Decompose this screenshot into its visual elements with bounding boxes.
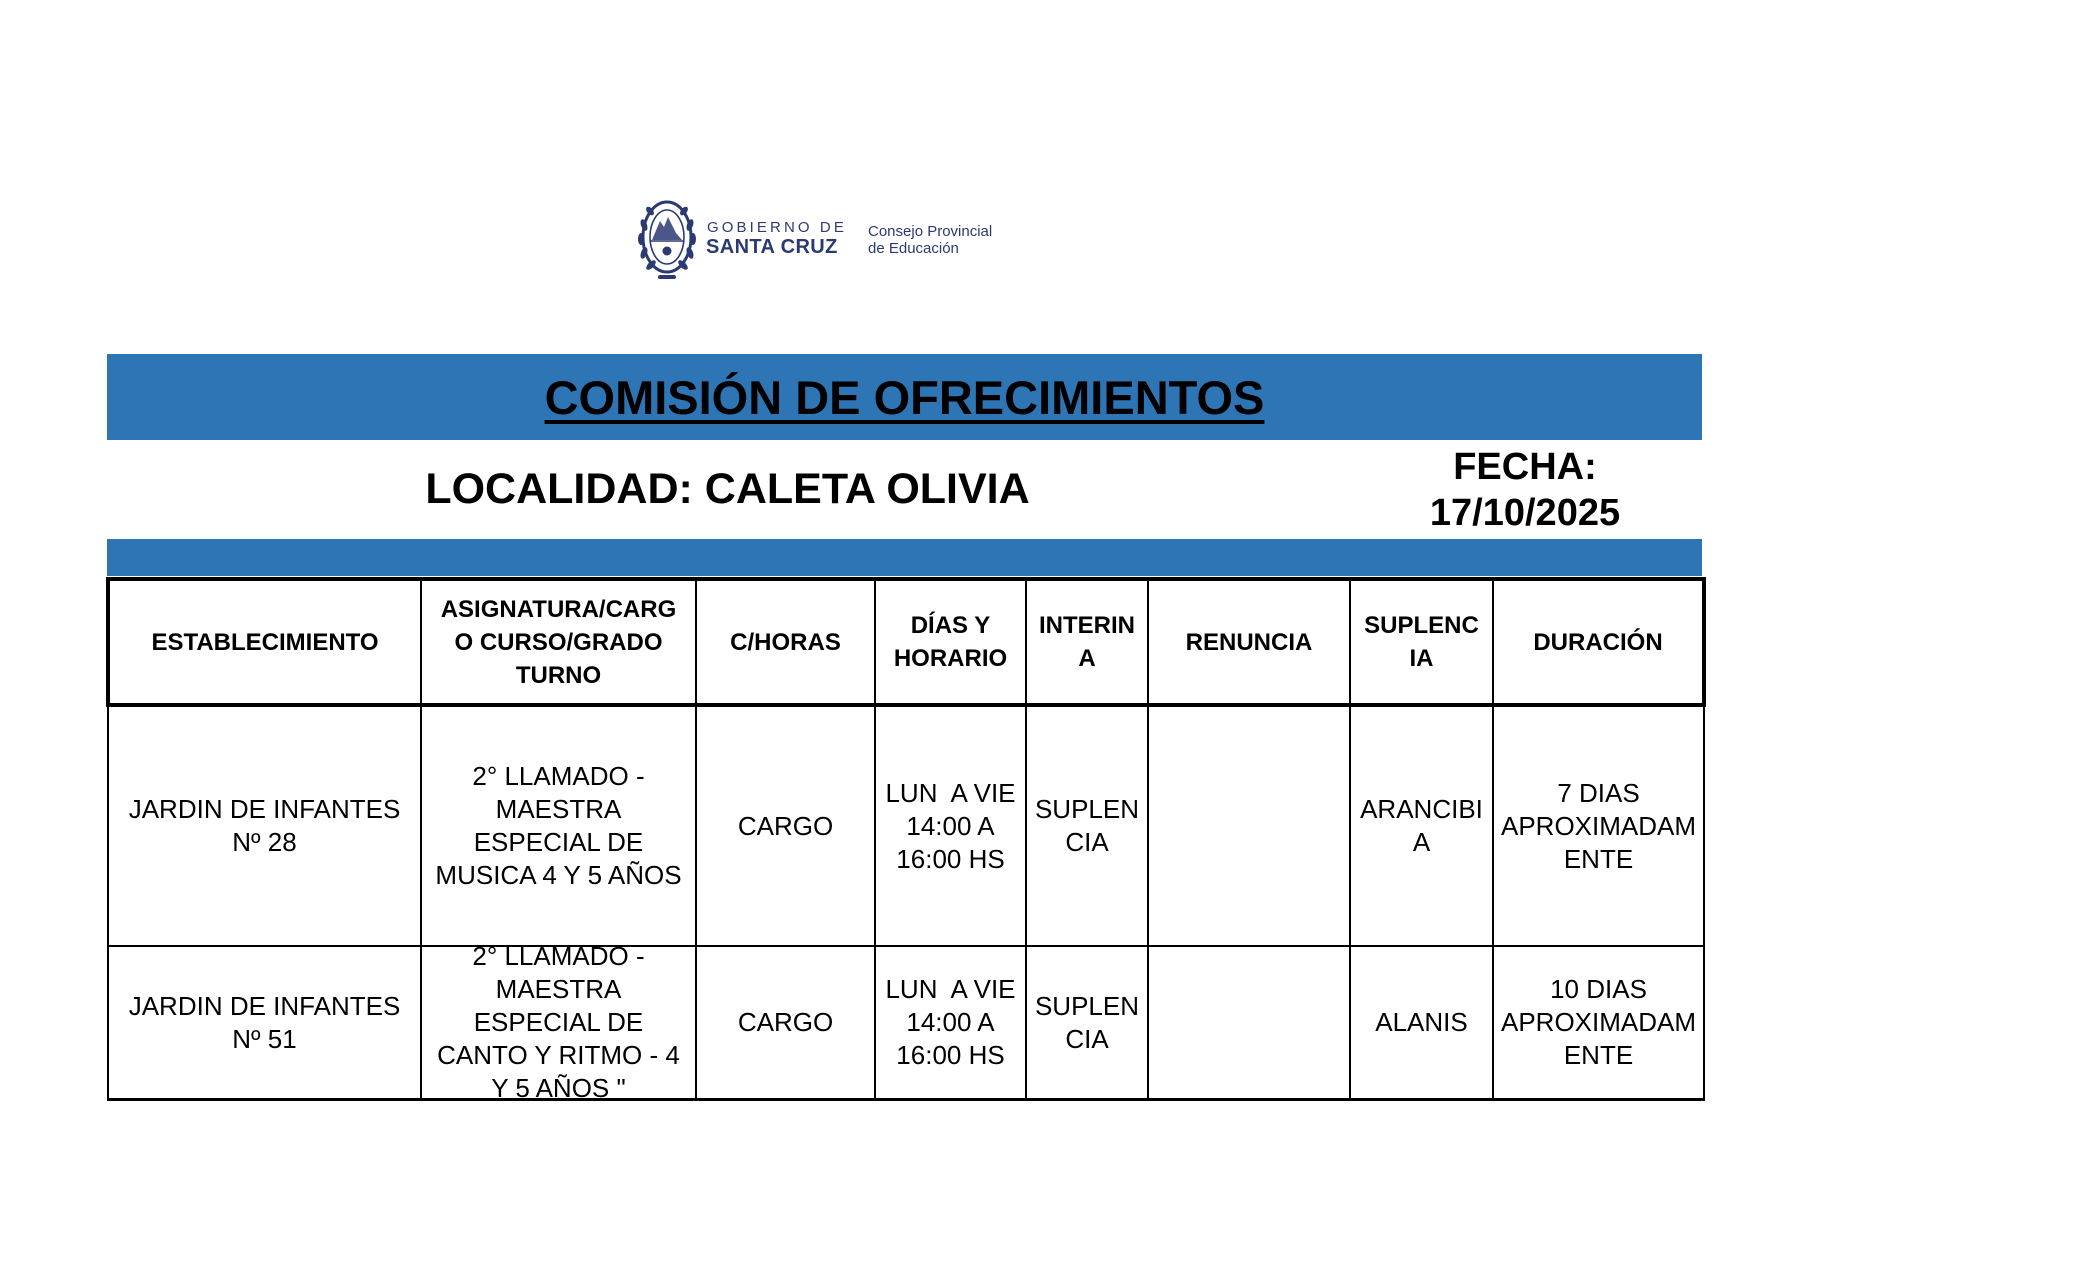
localidad-label: LOCALIDAD: CALETA OLIVIA <box>425 465 1030 513</box>
cell-text-line: LUN A VIE <box>885 974 1016 1004</box>
cell-content <box>1351 947 1492 1098</box>
header-text-line: ASIGNATURA/CARG <box>440 595 677 623</box>
column-header-duracion <box>1493 579 1704 705</box>
header-text-line: A <box>1078 645 1096 672</box>
header-text-line: HORARIO <box>893 645 1008 672</box>
table-header-row <box>108 579 1704 705</box>
cell-content <box>1351 707 1492 945</box>
cell-text-line: 14:00 A <box>906 810 995 841</box>
cell-text-line: Nº 28 <box>232 827 297 857</box>
column-header-asignatura-cargo <box>421 579 696 705</box>
cell-content <box>697 707 874 945</box>
cell-dias-horario <box>875 946 1026 1100</box>
page-title: COMISIÓN DE OFRECIMIENTOS <box>544 370 1265 424</box>
header-text-line: TURNO <box>515 661 602 689</box>
cell-text-line: 2° LLAMADO - <box>472 947 645 971</box>
cell-asignatura-cargo <box>421 946 696 1100</box>
cell-establecimiento <box>108 946 421 1100</box>
cell-text-line: 2° LLAMADO - <box>472 761 645 791</box>
cell-asignatura-cargo <box>421 705 696 946</box>
cell-content <box>1149 947 1349 1098</box>
header-cell-content <box>697 581 874 703</box>
header-text-line: O CURSO/GRADO <box>454 628 663 656</box>
cell-text-line: 16:00 HS <box>896 843 1005 874</box>
cell-content <box>109 707 420 945</box>
header-text-line: DÍAS Y <box>910 612 991 639</box>
cell-text-line: APROXIMADAM <box>1500 1007 1697 1037</box>
cell-text-line: 10 DIAS <box>1550 974 1647 1004</box>
offers-table <box>106 577 1706 1101</box>
cell-content <box>109 947 420 1098</box>
cell-establecimiento <box>108 705 421 946</box>
cell-c-horas <box>696 705 875 946</box>
header-text-line: DURACIÓN <box>1533 628 1663 656</box>
column-header-establecimiento <box>108 579 421 705</box>
logo-santa-cruz-text: SANTA CRUZ <box>706 236 838 258</box>
logo-educacion-text: de Educación <box>868 240 959 257</box>
cell-content <box>876 947 1025 1098</box>
cell-text-line: CIA <box>1065 1023 1109 1054</box>
cell-content <box>1149 707 1349 945</box>
cell-text-line: 16:00 HS <box>896 1040 1005 1070</box>
cell-c-horas <box>696 946 875 1100</box>
date-label: FECHA: <box>1453 445 1597 488</box>
header-text-line: INTERIN <box>1039 612 1135 639</box>
cell-content <box>1027 947 1147 1098</box>
cell-text-line: ESPECIAL DE <box>473 827 644 857</box>
cell-suplencia <box>1350 705 1493 946</box>
header-text-line: ESTABLECIMIENTO <box>151 628 379 656</box>
header-cell-content <box>1027 581 1147 703</box>
column-header-c-horas <box>696 579 875 705</box>
header-cell-content <box>422 581 695 703</box>
table-body <box>108 705 1704 1100</box>
institution-logo <box>636 195 1016 285</box>
cell-text-line: ARANCIBI <box>1360 794 1483 824</box>
table-row <box>108 946 1704 1100</box>
header-text-line: IA <box>1409 645 1434 672</box>
cell-text-line: SUPLEN <box>1034 794 1140 824</box>
cell-suplencia <box>1350 946 1493 1100</box>
logo-gobierno-text: GOBIERNO DE <box>707 219 847 236</box>
cell-text-line: MAESTRA <box>495 974 622 1004</box>
cell-text-line: ENTE <box>1563 1040 1634 1070</box>
cell-content <box>876 707 1025 945</box>
cell-renuncia <box>1148 946 1350 1100</box>
cell-renuncia <box>1148 705 1350 946</box>
cell-text-line: ENTE <box>1563 843 1634 874</box>
cell-text-line: CARGO <box>737 1007 834 1037</box>
logo-consejo-text: Consejo Provincial <box>868 223 993 240</box>
cell-text-line: JARDIN DE INFANTES <box>128 990 401 1021</box>
separator-band <box>107 539 1702 576</box>
cell-content <box>697 947 874 1098</box>
cell-text-line: Y 5 AÑOS " <box>491 1073 626 1098</box>
header-text-line: C/HORAS <box>730 628 841 656</box>
cell-text-line: 14:00 A <box>906 1007 995 1037</box>
header-cell-content <box>1351 581 1492 703</box>
date-value: 17/10/2025 <box>1429 491 1621 534</box>
column-header-suplencia <box>1350 579 1493 705</box>
column-header-interina <box>1026 579 1148 705</box>
column-header-renuncia <box>1148 579 1350 705</box>
title-band <box>107 354 1702 440</box>
cell-text-line: ESPECIAL DE <box>473 1007 644 1037</box>
cell-interina <box>1026 705 1148 946</box>
date-block <box>1348 440 1702 539</box>
cell-interina <box>1026 946 1148 1100</box>
cell-content <box>1494 947 1703 1098</box>
cell-text-line: CARGO <box>737 810 834 841</box>
cell-text-line: SUPLEN <box>1034 990 1140 1021</box>
header-cell-content <box>876 581 1025 703</box>
cell-dias-horario <box>875 705 1026 946</box>
cell-text-line: LUN A VIE <box>885 777 1016 808</box>
cell-content <box>1027 707 1147 945</box>
cell-content <box>422 707 695 945</box>
cell-text-line: 7 DIAS <box>1557 777 1640 808</box>
cell-content <box>1494 707 1703 945</box>
column-header-dias-horario <box>875 579 1026 705</box>
coat-of-arms-icon <box>636 195 698 283</box>
header-text-line: SUPLENC <box>1364 612 1479 639</box>
cell-text-line: MAESTRA <box>495 794 622 824</box>
cell-text-line: MUSICA 4 Y 5 AÑOS <box>435 860 682 890</box>
header-text-line: RENUNCIA <box>1185 628 1313 656</box>
cell-duracion <box>1493 705 1704 946</box>
cell-text-line: JARDIN DE INFANTES <box>128 794 401 824</box>
cell-text-line: CANTO Y RITMO - 4 <box>437 1040 680 1070</box>
header-cell-content <box>110 581 420 703</box>
header-cell-content <box>1494 581 1702 703</box>
table-row <box>108 705 1704 946</box>
cell-duracion <box>1493 946 1704 1100</box>
header-cell-content <box>1149 581 1349 703</box>
cell-text-line: A <box>1412 827 1431 857</box>
cell-text-line: Nº 51 <box>232 1023 297 1054</box>
cell-text-line: ALANIS <box>1375 1007 1468 1037</box>
cell-content <box>422 947 695 1098</box>
cell-text-line: APROXIMADAM <box>1500 810 1697 841</box>
cell-text-line: CIA <box>1065 827 1109 857</box>
